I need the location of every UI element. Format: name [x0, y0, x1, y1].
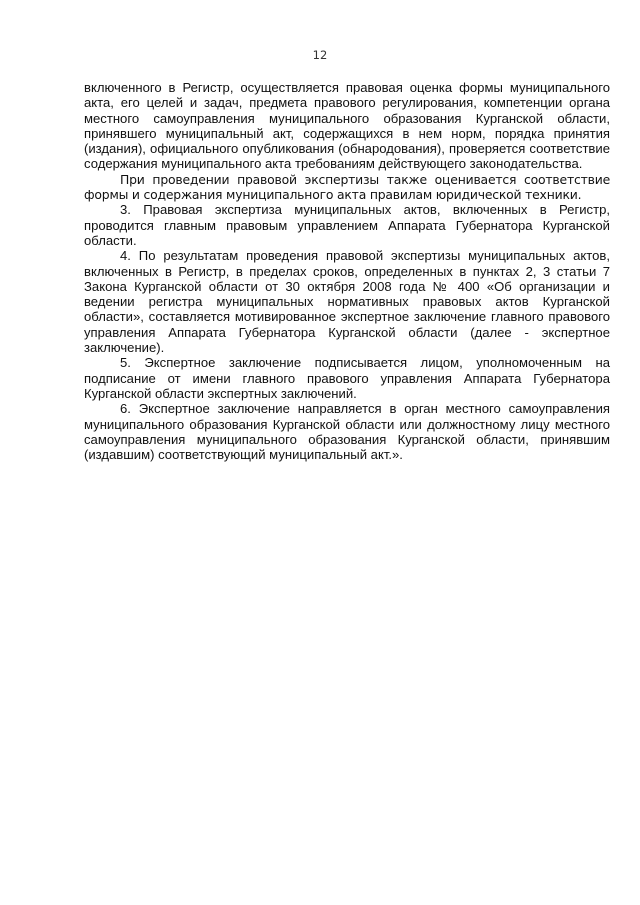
paragraph-item-3: 3. Правовая экспертиза муниципальных актов, включенных в Регистр, проводится главным правовым управлением Аппарата Губернатора Курганской области.	[84, 202, 610, 248]
paragraph-item-4: 4. По результатам проведения правовой экспертизы муниципальных актов, включенных в Регистр, в пределах сроков, определенных в пунктах 2, 3 статьи 7 Закона Курганской области от 30 октября 2008 года № 400 «Об организации и ведении регистра муниципальных нормативных правовых актов Курганской области», составляется мотивированное экспертное заключение главного правового управления Аппарата Губернатора Курганской области (далее - экспертное заключение).	[84, 248, 610, 356]
document-body	[84, 80, 610, 462]
paragraph-item-6: 6. Экспертное заключение направляется в орган местного самоуправления муниципального образования Курганской области или должностному лицу местного самоуправления муниципального образования Курганской области, принявшим (издавшим) соответствующий муниципальный акт.».	[84, 401, 610, 463]
paragraph-item-5: 5. Экспертное заключение подписывается лицом, уполномоченным на подписание от имени главного правового управления Аппарата Губернатора Курганской области экспертных заключений.	[84, 355, 610, 401]
page-number: 12	[312, 48, 328, 62]
paragraph-continuation: включенного в Регистр, осуществляется правовая оценка формы муниципального акта, его целей и задач, предмета правового регулирования, компетенции органа местного самоуправления муниципального образования Курганской области, принявшего муниципальный акт, содержащихся в нем норм, порядка принятия (издания), официального опубликования (обнародования), проверяется соответствие содержания муниципального акта требованиям действующего законодательства.	[84, 80, 610, 172]
paragraph-legal-technique: При проведении правовой экспертизы также оценивается соответствие формы и содержания муниципального акта правилам юридической техники.	[84, 171, 610, 203]
